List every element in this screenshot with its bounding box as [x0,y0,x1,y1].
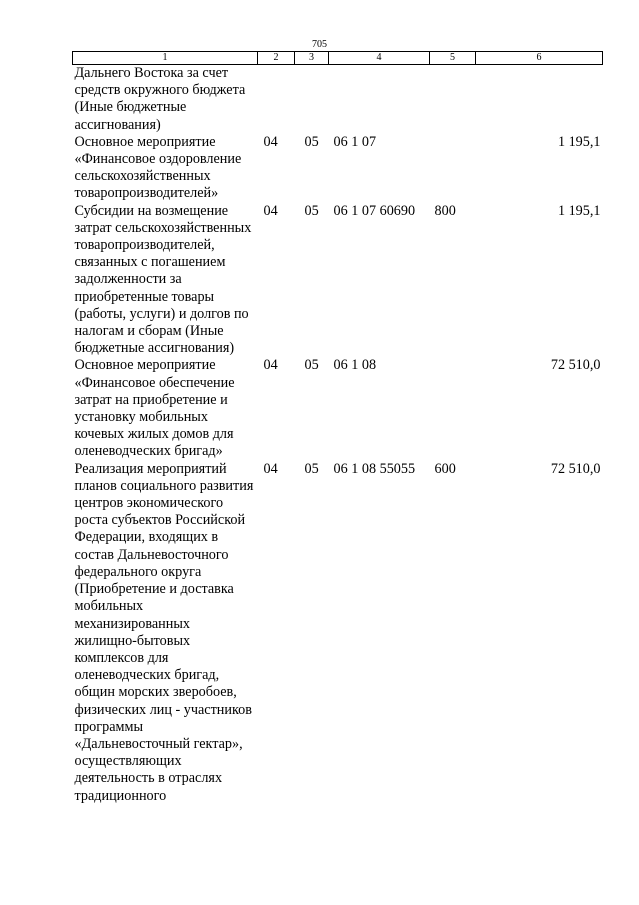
row-name: Субсидии на возмещение затрат сельскохозяйственных товаропроизводителей, связанных с погашением задолженности за приобретенные товары (работы, услуги) и долгов по налогам и сборам (Иные бюджетные ассигнования) [74,202,252,357]
table-row [73,357,603,460]
table-row [73,461,603,805]
row-name: Основное мероприятие «Финансовое обеспечение затрат на приобретение и установку мобильных кочевых жилых домов для оленеводческих бригад» [74,357,235,460]
row-section: 04 [263,460,278,477]
row-subsection: 05 [304,133,319,150]
row-section [258,65,295,134]
row-target: 06 1 08 55055 [333,460,416,477]
row-section: 04 [263,133,278,150]
row-name: Дальнего Востока за счет средств окружного бюджета (Иные бюджетные ассигнования) [74,65,246,133]
table-row [73,65,603,134]
row-expense-type [430,65,476,134]
row-subsection [295,65,329,134]
column-header-2: 2 [258,52,295,65]
row-expense-type: 600 [434,460,456,477]
column-header-4: 4 [329,52,430,65]
column-header-1: 1 [73,52,258,65]
row-expense-type: 800 [434,202,456,219]
row-section: 04 [263,202,278,219]
row-target: 06 1 07 60690 [333,202,416,219]
row-amount: 1 195,1 [557,133,601,150]
row-subsection: 05 [304,357,319,374]
row-amount [476,65,603,134]
row-subsection: 05 [304,460,319,477]
row-section: 04 [263,357,278,374]
column-header-3: 3 [295,52,329,65]
row-amount: 72 510,0 [550,460,601,477]
column-number-row [73,52,603,65]
row-amount: 1 195,1 [557,202,601,219]
table-row [73,134,603,203]
page-number: 705 [312,39,327,50]
row-subsection: 05 [304,202,319,219]
row-target [329,65,430,134]
row-amount: 72 510,0 [550,357,601,374]
table-row [73,203,603,358]
row-name: Реализация мероприятий планов социального развития центров экономического роста субъектов Российской Федерации, входящих в состав Дальневосточного федерального округа (Приобретение и доставка мобильных механизированных жилищно-бытовых комплексов для оленеводческих бригад, общин морских зверобоев, физических лиц - участников программы «Дальневосточный гектар», осуществляющих деятельность в отраслях традиционного [74,460,254,804]
row-target: 06 1 07 [333,133,377,150]
row-expense-type [430,134,476,203]
row-target: 06 1 08 [333,357,377,374]
row-name: Основное мероприятие «Финансовое оздоровление сельскохозяйственных товаропроизводителей» [74,133,242,202]
column-header-6: 6 [476,52,603,65]
row-expense-type [430,357,476,460]
column-header-5: 5 [430,52,476,65]
budget-table [72,51,603,805]
